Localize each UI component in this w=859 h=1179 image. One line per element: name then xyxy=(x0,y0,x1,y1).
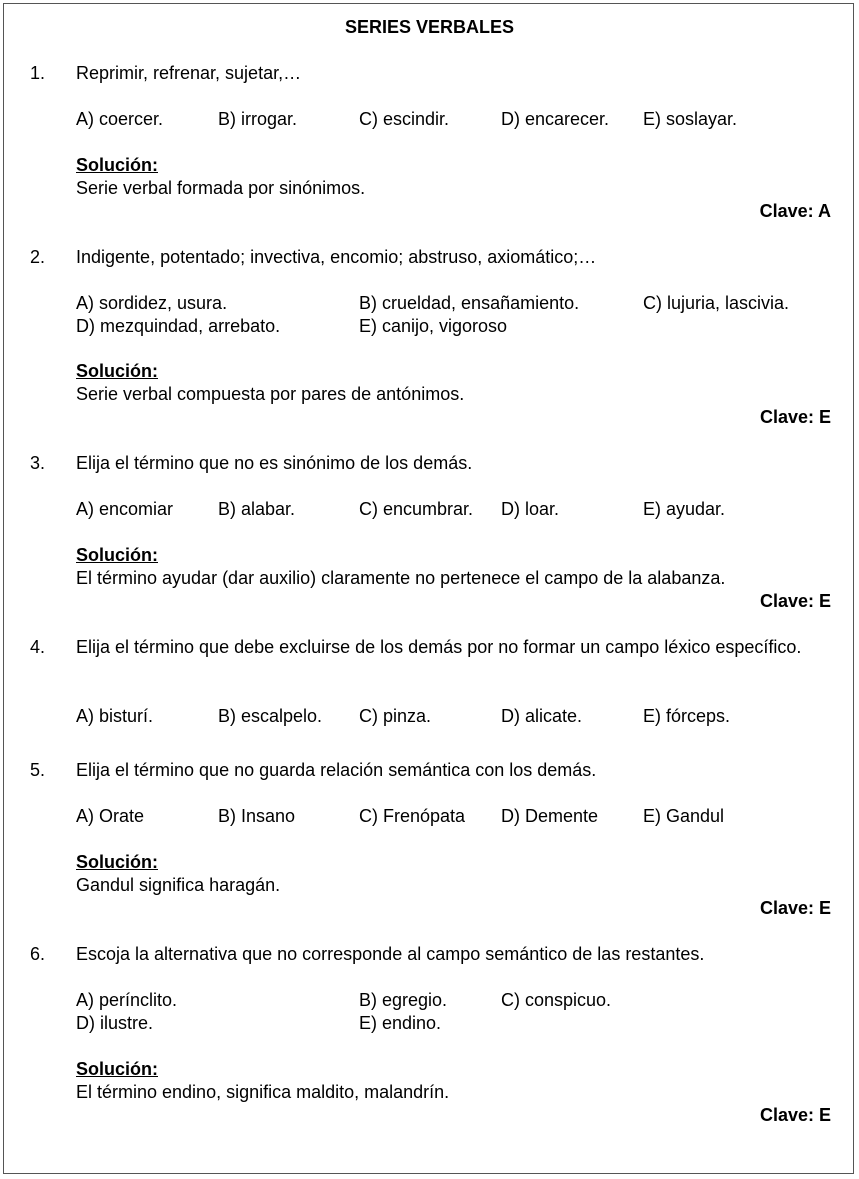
question-number: 6. xyxy=(30,943,46,964)
answer-option: C) lujuria, lascivia. xyxy=(643,292,790,313)
answer-option: B) escalpelo. xyxy=(218,705,323,726)
solution-label: Solución: xyxy=(76,544,158,565)
answer-option: C) pinza. xyxy=(359,705,432,726)
solution-text: Serie verbal formada por sinónimos. xyxy=(76,177,366,198)
answer-option: D) encarecer. xyxy=(501,108,610,129)
question-text: Reprimir, refrenar, sujetar,… xyxy=(76,62,302,83)
answer-key: Clave: A xyxy=(759,200,831,221)
solution-text: Gandul significa haragán. xyxy=(76,874,281,895)
answer-option: B) crueldad, ensañamiento. xyxy=(359,292,580,313)
answer-option: E) soslayar. xyxy=(643,108,738,129)
answer-option: D) mezquindad, arrebato. xyxy=(76,315,281,336)
question-number: 1. xyxy=(30,62,46,83)
answer-option: E) Gandul xyxy=(643,805,725,826)
answer-option: D) Demente xyxy=(501,805,599,826)
question-number: 4. xyxy=(30,636,46,657)
answer-option: E) endino. xyxy=(359,1012,442,1033)
question-text: Elija el término que no es sinónimo de los demás. xyxy=(76,452,473,473)
question-text: Escoja la alternativa que no corresponde al campo semántico de las restantes. xyxy=(76,943,705,964)
answer-option: D) alicate. xyxy=(501,705,583,726)
solution-label: Solución: xyxy=(76,851,158,872)
solution-text: El término ayudar (dar auxilio) claramente no pertenece el campo de la alabanza. xyxy=(76,567,726,588)
answer-key: Clave: E xyxy=(759,897,831,918)
answer-option: C) escindir. xyxy=(359,108,450,129)
answer-option: A) encomiar xyxy=(76,498,174,519)
answer-option: B) egregio. xyxy=(359,989,448,1010)
question-text: Indigente, potentado; invectiva, encomio; abstruso, axiomático;… xyxy=(76,246,597,267)
answer-key: Clave: E xyxy=(759,590,831,611)
answer-option: B) irrogar. xyxy=(218,108,298,129)
answer-option: D) ilustre. xyxy=(76,1012,154,1033)
answer-option: A) sordidez, usura. xyxy=(76,292,228,313)
answer-option: E) canijo, vigoroso xyxy=(359,315,508,336)
answer-option: C) Frenópata xyxy=(359,805,466,826)
question-number: 2. xyxy=(30,246,46,267)
solution-label: Solución: xyxy=(76,1058,158,1079)
question-number: 3. xyxy=(30,452,46,473)
answer-option: B) Insano xyxy=(218,805,296,826)
page-title: SERIES VERBALES xyxy=(344,17,515,37)
answer-option: A) bisturí. xyxy=(76,705,154,726)
question-text: Elija el término que no guarda relación semántica con los demás. xyxy=(76,759,597,780)
solution-text: El término endino, significa maldito, malandrín. xyxy=(76,1081,450,1102)
answer-key: Clave: E xyxy=(759,1104,831,1125)
answer-option: D) loar. xyxy=(501,498,560,519)
answer-option: A) Orate xyxy=(76,805,145,826)
answer-option: C) conspicuo. xyxy=(501,989,612,1010)
answer-option: C) encumbrar. xyxy=(359,498,474,519)
answer-key: Clave: E xyxy=(759,406,831,427)
answer-option: E) fórceps. xyxy=(643,705,731,726)
answer-option: A) coercer. xyxy=(76,108,164,129)
answer-option: A) perínclito. xyxy=(76,989,178,1010)
solution-label: Solución: xyxy=(76,360,158,381)
solution-text: Serie verbal compuesta por pares de antónimos. xyxy=(76,383,465,404)
answer-option: E) ayudar. xyxy=(643,498,726,519)
question-text: Elija el término que debe excluirse de los demás por no formar un campo léxico específico. xyxy=(76,636,802,657)
question-number: 5. xyxy=(30,759,46,780)
solution-label: Solución: xyxy=(76,154,158,175)
answer-option: B) alabar. xyxy=(218,498,296,519)
